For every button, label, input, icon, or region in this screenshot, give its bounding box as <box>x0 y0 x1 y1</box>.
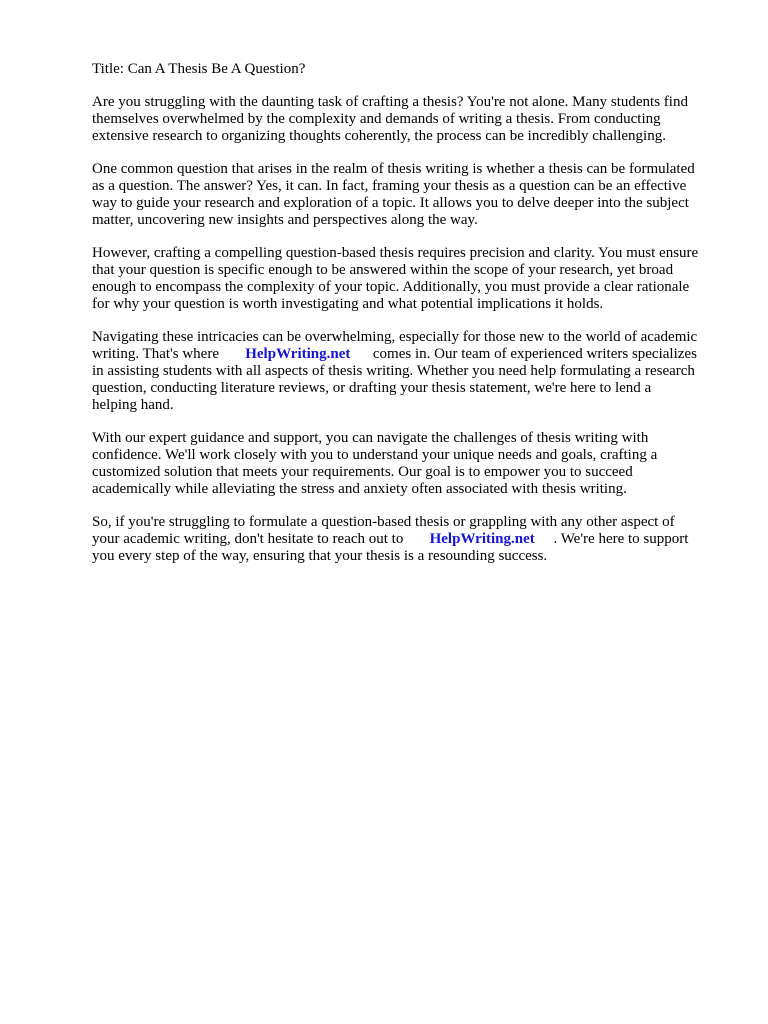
helpwriting-link[interactable]: HelpWriting.net <box>429 531 535 547</box>
paragraph <box>92 94 732 145</box>
text-run: One common question that arises in the realm of thesis writing is whether a thesis can be formulated <box>92 161 695 177</box>
text-run: matter, uncovering new insights and perspectives along the way. <box>92 212 478 228</box>
paragraph <box>92 245 732 313</box>
text-run: academically while alleviating the stress and anxiety often associated with thesis writing. <box>92 481 627 497</box>
paragraph-spacer <box>92 229 732 245</box>
text-line <box>92 94 732 111</box>
text-line <box>92 296 732 313</box>
text-run: for why your question is worth investigating and what potential implications it holds. <box>92 296 604 312</box>
document-body <box>92 61 732 565</box>
text-line <box>92 531 732 548</box>
text-run: helping hand. <box>92 397 174 413</box>
text-line <box>92 447 732 464</box>
paragraph <box>92 329 732 414</box>
text-run: that your question is specific enough to be answered within the scope of your research, yet broad <box>92 262 674 278</box>
text-line <box>92 464 732 481</box>
paragraph-spacer <box>92 145 732 161</box>
text-run: you every step of the way, ensuring that your thesis is a resounding success. <box>92 548 548 564</box>
text-line <box>92 380 732 397</box>
text-line <box>92 548 732 565</box>
text-line <box>92 195 732 212</box>
text-line <box>92 329 732 346</box>
text-run: Navigating these intricacies can be overwhelming, especially for those new to the world of academic <box>92 329 698 345</box>
text-run: . We're here to support <box>534 531 689 547</box>
paragraph-spacer <box>92 313 732 329</box>
text-line <box>92 481 732 498</box>
paragraph <box>92 430 732 498</box>
text-line <box>92 178 732 195</box>
paragraph-spacer <box>92 78 732 94</box>
document-title: Title: Can A Thesis Be A Question? <box>92 61 306 77</box>
text-line <box>92 279 732 296</box>
text-run: So, if you're struggling to formulate a question-based thesis or grappling with any other aspect of <box>92 514 675 530</box>
text-run: way to guide your research and exploration of a topic. It allows you to delve deeper into the subject <box>92 195 689 211</box>
text-run: customized solution that meets your requirements. Our goal is to empower you to succeed <box>92 464 633 480</box>
text-line <box>92 212 732 229</box>
paragraph-list <box>92 94 732 565</box>
text-line <box>92 397 732 414</box>
paragraph-spacer <box>92 498 732 514</box>
text-run: confidence. We'll work closely with you to understand your unique needs and goals, crafting a <box>92 447 658 463</box>
text-run: themselves overwhelmed by the complexity and demands of writing a thesis. From conducting <box>92 111 661 127</box>
text-run: Are you struggling with the daunting task of crafting a thesis? You're not alone. Many students find <box>92 94 688 110</box>
helpwriting-link[interactable]: HelpWriting.net <box>245 346 351 362</box>
text-line <box>92 128 732 145</box>
text-run: in assisting students with all aspects of thesis writing. Whether you need help formulating a research <box>92 363 695 379</box>
text-run: extensive research to organizing thoughts coherently, the process can be incredibly challenging. <box>92 128 666 144</box>
text-run: comes in. Our team of experienced writers specializes <box>350 346 697 362</box>
paragraph-spacer <box>92 414 732 430</box>
text-line <box>92 363 732 380</box>
text-run: enough to encompass the complexity of your topic. Additionally, you must provide a clear rationale <box>92 279 690 295</box>
text-line <box>92 161 732 178</box>
paragraph <box>92 514 732 565</box>
text-run: With our expert guidance and support, you can navigate the challenges of thesis writing with <box>92 430 649 446</box>
text-run: as a question. The answer? Yes, it can. In fact, framing your thesis as a question can be an effective <box>92 178 687 194</box>
text-run: writing. That's where <box>92 346 246 362</box>
text-run: question, conducting literature reviews, or drafting your thesis statement, we're here to lend a <box>92 380 652 396</box>
text-line <box>92 245 732 262</box>
text-line <box>92 430 732 447</box>
text-line <box>92 346 732 363</box>
text-line <box>92 111 732 128</box>
paragraph <box>92 161 732 229</box>
text-run: your academic writing, don't hesitate to reach out to <box>92 531 430 547</box>
text-line <box>92 262 732 279</box>
text-run: However, crafting a compelling question-based thesis requires precision and clarity. You must ensure <box>92 245 699 261</box>
text-line <box>92 514 732 531</box>
